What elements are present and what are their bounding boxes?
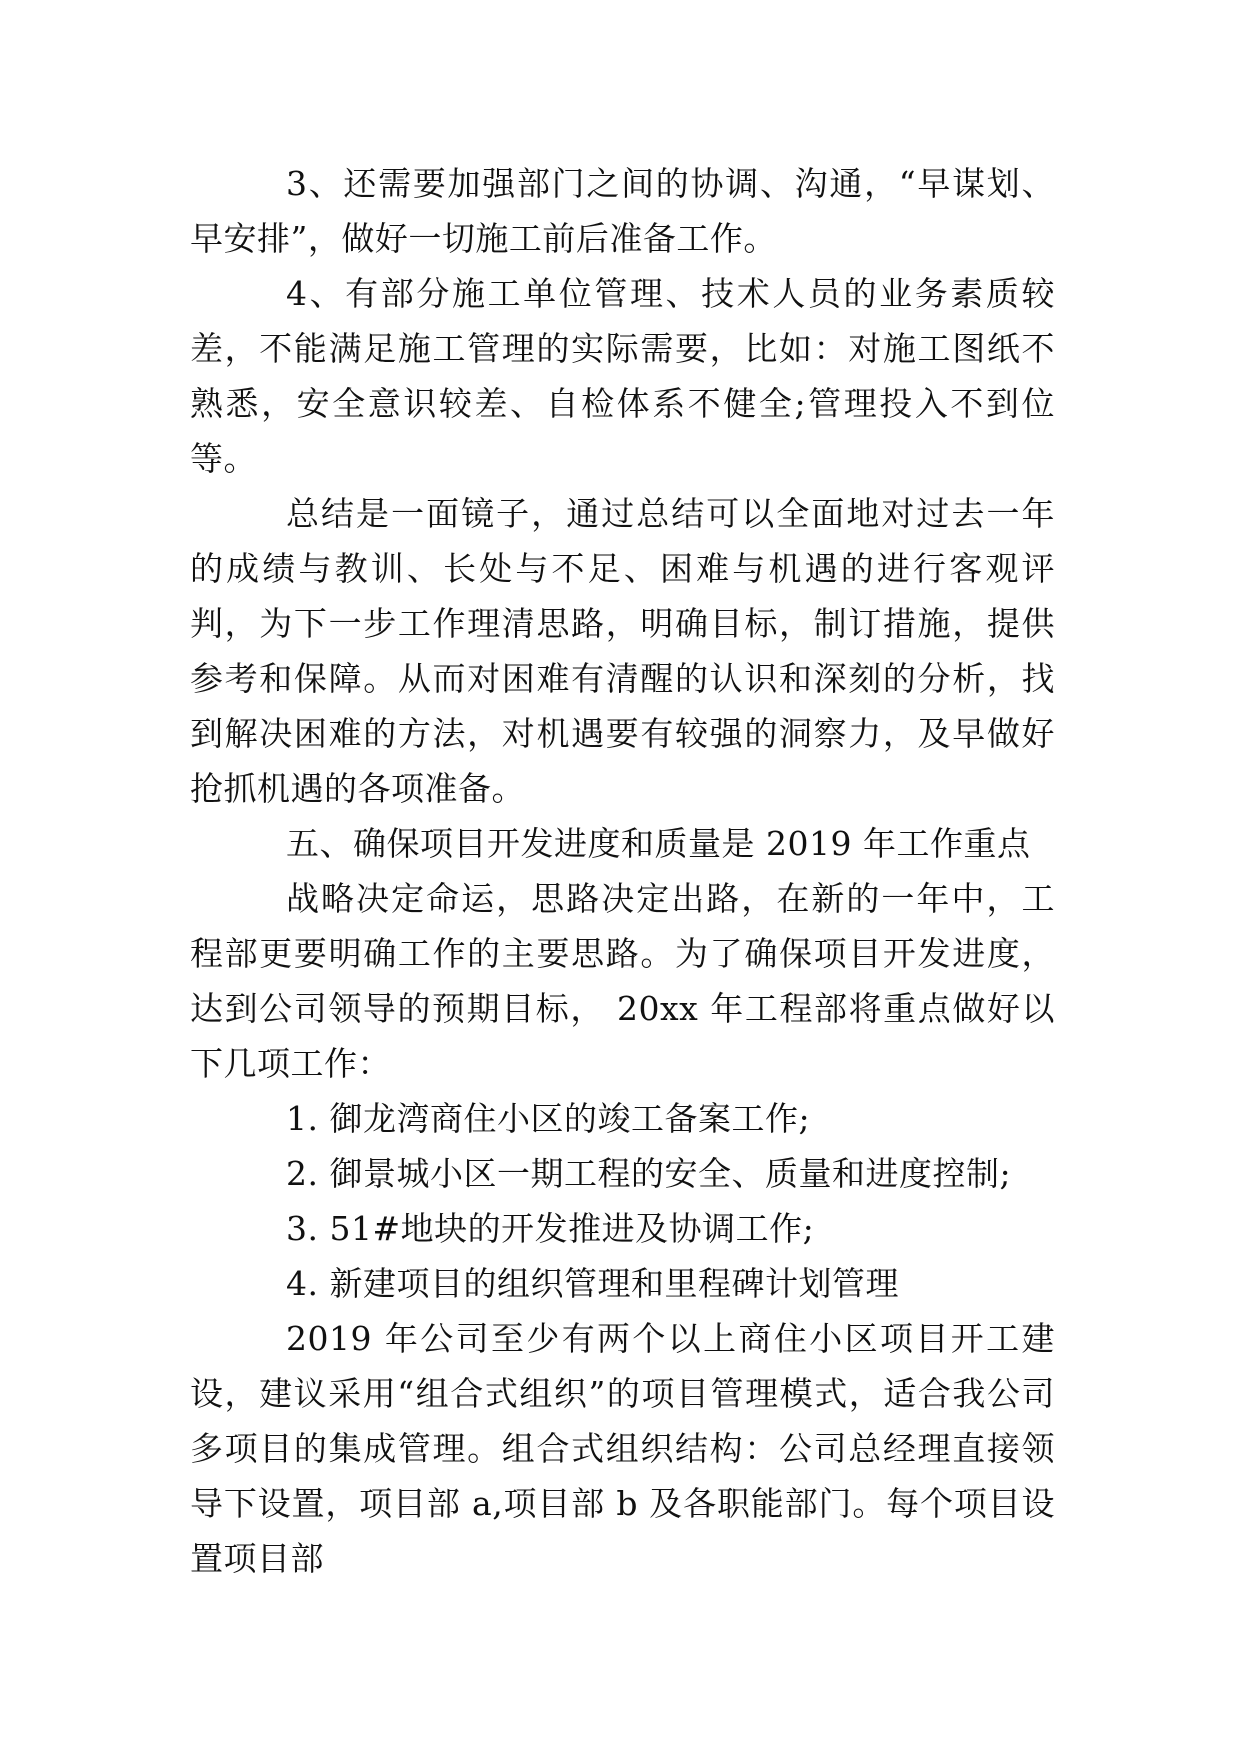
list-item: 2. 御景城小区一期工程的安全、质量和进度控制; — [286, 1154, 1012, 1193]
paragraph-organization: 2019 年公司至少有两个以上商住小区项目开工建设，建议采用“组合式组织”的项目管理模式，适合我公司多项目的集成管理。组合式组织结构：公司总经理直接领导下设置，项目部 a,项目部 b 及各职能部门。每个项目设置项目部 — [190, 1319, 1055, 1578]
section-heading-five: 五、确保项目开发进度和质量是 2019 年工作重点 — [286, 824, 1031, 863]
list-item: 3. 51#地块的开发推进及协调工作; — [286, 1209, 815, 1248]
paragraph-contractor-quality: 4、有部分施工单位管理、技术人员的业务素质较差，不能满足施工管理的实际需要，比如：对施工图纸不熟悉，安全意识较差、自检体系不健全;管理投入不到位等。 — [190, 274, 1055, 478]
paragraph-strategy: 战略决定命运，思路决定出路，在新的一年中，工程部更要明确工作的主要思路。为了确保项目开发进度，达到公司领导的预期目标， 20xx 年工程部将重点做好以下几项工作： — [190, 879, 1055, 1083]
paragraph-coordination: 3、还需要加强部门之间的协调、沟通，“早谋划、早安排”，做好一切施工前后准备工作。 — [190, 164, 1055, 258]
document-page — [190, 156, 1055, 1586]
list-item: 4. 新建项目的组织管理和里程碑计划管理 — [286, 1264, 899, 1303]
paragraph-summary-mirror: 总结是一面镜子，通过总结可以全面地对过去一年的成绩与教训、长处与不足、困难与机遇的进行客观评判，为下一步工作理清思路，明确目标，制订措施，提供参考和保障。从而对困难有清醒的认识和深刻的分析，找到解决困难的方法，对机遇要有较强的洞察力，及早做好抢抓机遇的各项准备。 — [190, 494, 1055, 808]
list-item: 1. 御龙湾商住小区的竣工备案工作; — [286, 1099, 811, 1138]
